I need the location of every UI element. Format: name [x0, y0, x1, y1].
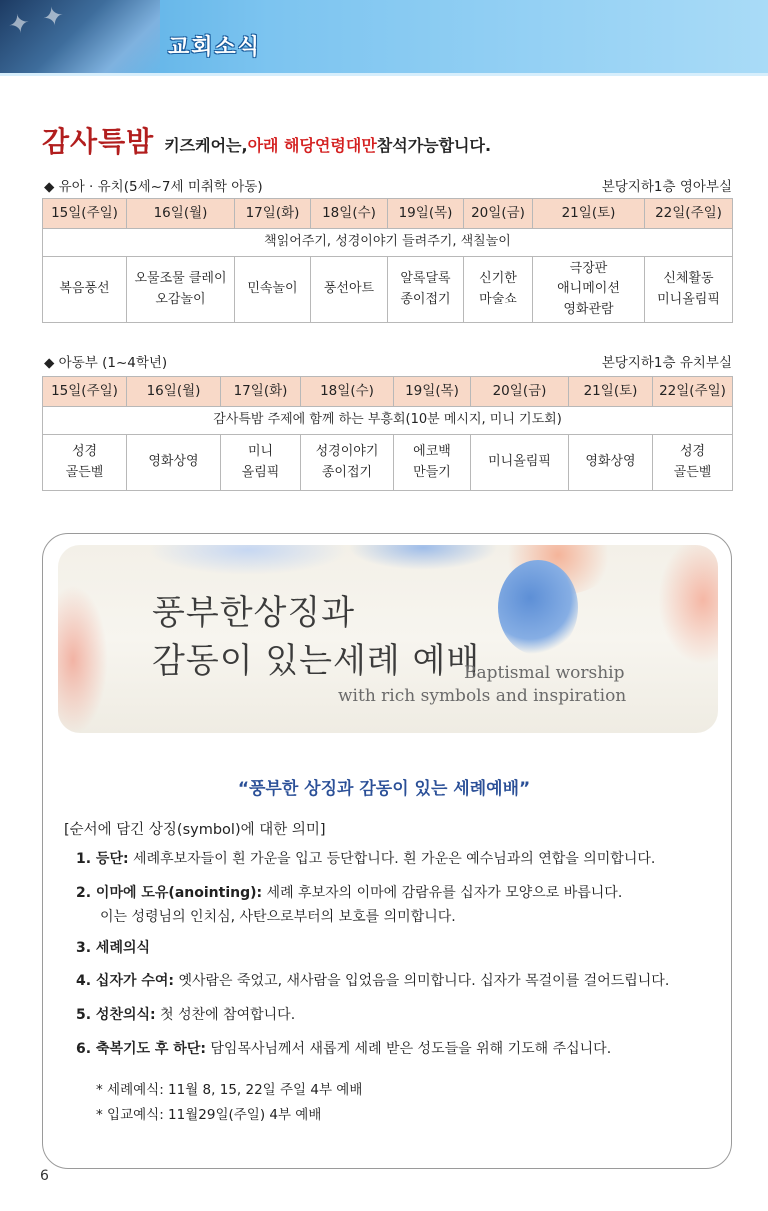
day-cell: 21일(토): [533, 199, 645, 229]
section2-heading: [44, 351, 732, 371]
activity-row: [43, 435, 733, 491]
day-header-row: [43, 377, 733, 407]
order-item-label: 2. 이마에 도유(anointing):: [76, 885, 263, 901]
order-item: [76, 937, 150, 957]
order-item-label: 3. 세례의식: [76, 940, 151, 956]
day-cell: 22일(주일): [653, 377, 733, 407]
symbol-meaning-heading: [순서에 담긴 상징(symbol)에 대한 의미]: [64, 822, 326, 838]
order-item: [76, 1038, 611, 1058]
order-item-label: 6. 축복기도 후 하단:: [76, 1041, 206, 1057]
order-item-text: 옛사람은 죽었고, 새사람을 입었음을 의미합니다. 십자가 목걸이를 걸어드립니다.: [174, 973, 670, 989]
section-title: 교회소식: [168, 35, 262, 60]
day-cell: 21일(토): [569, 377, 653, 407]
footnote-line: * 세례예식: 11월 8, 15, 22일 주일 4부 예배: [96, 1082, 363, 1098]
header-photo: ✦ ✦: [0, 0, 160, 76]
order-item-label: 1. 등단:: [76, 851, 129, 867]
order-item-continuation: 이는 성령님의 인치심, 사탄으로부터의 보호를 의미합니다.: [100, 909, 456, 925]
day-cell: 19일(목): [388, 199, 464, 229]
activity-cell: 민속놀이: [235, 257, 311, 323]
age-highlight: 아래 해당연령대만: [247, 136, 377, 155]
day-cell: 16일(월): [127, 377, 221, 407]
day-cell: 16일(월): [127, 199, 235, 229]
order-item-text: 첫 성찬에 참여합니다.: [155, 1007, 296, 1023]
activity-cell: 성경 골든벨: [43, 435, 127, 491]
order-item: [76, 970, 669, 990]
order-item-text: 세례후보자들이 흰 가운을 입고 등단합니다. 흰 가운은 예수님과의 연합을 의미합니다.: [128, 851, 656, 867]
activity-cell: 오물조물 클레이 오감놀이: [127, 257, 235, 323]
order-item: [76, 882, 622, 926]
kids-care-notice: 감사특밤 키즈케어는, 아래 해당연령대만 참석가능합니다.: [42, 120, 491, 160]
elementary-schedule-table: [42, 376, 733, 491]
section2-location: 본당지하1층 유치부실: [601, 355, 732, 371]
order-item-text: 담임목사님께서 새롭게 세례 받은 성도들을 위해 기도해 주십니다.: [205, 1041, 612, 1057]
activity-cell: 신기한 마술쇼: [464, 257, 533, 323]
day-cell: 15일(주일): [43, 199, 127, 229]
banner-english-line2: with rich symbols and inspiration: [338, 686, 627, 706]
order-item-label: 4. 십자가 수여:: [76, 973, 175, 989]
activity-cell: 신체활동 미니올림픽: [645, 257, 733, 323]
preschool-schedule-table: [42, 198, 733, 323]
banner-english-line1: Baptismal worship: [464, 663, 625, 683]
day-cell: 18일(수): [301, 377, 394, 407]
day-header-row: [43, 199, 733, 229]
baptism-banner-image: [58, 545, 718, 733]
order-item: [76, 848, 655, 868]
order-item-text: 세례 후보자의 이마에 감람유를 십자가 모양으로 바릅니다.: [262, 885, 623, 901]
activity-cell: 극장판 애니메이션 영화관람: [533, 257, 645, 323]
day-cell: 17일(화): [235, 199, 311, 229]
day-cell: 18일(수): [311, 199, 388, 229]
activity-cell: 영화상영: [569, 435, 653, 491]
section1-title: ◆ 유아 · 유치(5세~7세 미취학 아동): [44, 179, 263, 195]
section1-heading: [44, 175, 732, 195]
day-cell: 20일(금): [471, 377, 569, 407]
daily-note: 책읽어주기, 성경이야기 들려주기, 색칠놀이: [43, 229, 733, 257]
baptism-quote-title: “풍부한 상징과 감동이 있는 세례예배”: [237, 779, 531, 799]
day-cell: 19일(목): [394, 377, 471, 407]
event-brand: 감사특밤: [42, 125, 155, 158]
activity-cell: 미니 올림픽: [221, 435, 301, 491]
page-number: 6: [40, 1168, 49, 1184]
activity-cell: 영화상영: [127, 435, 221, 491]
section-header-banner: [0, 0, 768, 76]
activity-cell: 성경 골든벨: [653, 435, 733, 491]
section1-location: 본당지하1층 영아부실: [601, 179, 732, 195]
banner-title-line2: 감동이 있는세례 예배: [152, 641, 481, 681]
section2-title: ◆ 아동부 (1~4학년): [44, 355, 168, 371]
activity-row: [43, 257, 733, 323]
day-cell: 15일(주일): [43, 377, 127, 407]
activity-cell: 에코백 만들기: [394, 435, 471, 491]
day-cell: 22일(주일): [645, 199, 733, 229]
activity-cell: 미니올림픽: [471, 435, 569, 491]
day-cell: 17일(화): [221, 377, 301, 407]
banner-title-line1: 풍부한상징과: [152, 593, 356, 633]
activity-cell: 알록달록 종이접기: [388, 257, 464, 323]
order-item-label: 5. 성찬의식:: [76, 1007, 156, 1023]
daily-note: 감사특밤 주제에 함께 하는 부흥회(10분 메시지, 미니 기도회): [43, 407, 733, 435]
activity-cell: 성경이야기 종이접기: [301, 435, 394, 491]
daily-note-row: [43, 229, 733, 257]
activity-cell: 풍선아트: [311, 257, 388, 323]
day-cell: 20일(금): [464, 199, 533, 229]
daily-note-row: [43, 407, 733, 435]
footnote-line: * 입교예식: 11월29일(주일) 4부 예배: [96, 1107, 322, 1123]
activity-cell: 복음풍선: [43, 257, 127, 323]
order-item: [76, 1004, 295, 1024]
